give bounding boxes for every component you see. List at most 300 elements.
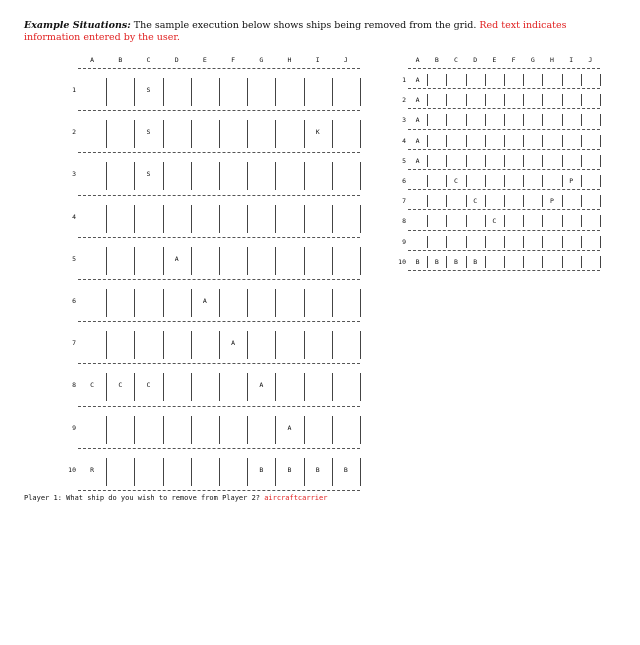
cell-separator bbox=[219, 373, 220, 401]
grid-cell-marker: C bbox=[473, 197, 478, 206]
grid-cell-marker: A bbox=[287, 423, 292, 432]
cell-separator bbox=[219, 458, 220, 486]
row-label: 8 bbox=[72, 381, 76, 390]
cell-separator bbox=[446, 236, 447, 248]
cell-separator bbox=[304, 458, 305, 486]
cell-separator bbox=[304, 289, 305, 317]
cell-separator bbox=[446, 195, 447, 207]
cell-separator bbox=[163, 331, 164, 359]
cell-separator bbox=[504, 74, 505, 86]
cell-separator bbox=[446, 74, 447, 86]
column-header: C bbox=[454, 56, 458, 64]
column-header: I bbox=[569, 56, 574, 64]
cell-separator bbox=[581, 114, 582, 126]
cell-separator bbox=[427, 74, 428, 86]
grid-cell-marker: K bbox=[315, 128, 320, 137]
cell-separator bbox=[446, 114, 447, 126]
cell-separator bbox=[562, 195, 563, 207]
grid-cell-marker: P bbox=[569, 177, 574, 185]
cell-separator bbox=[106, 162, 107, 190]
cell-separator bbox=[163, 205, 164, 233]
cell-separator bbox=[562, 155, 563, 167]
cell-separator bbox=[562, 114, 563, 126]
grid-divider bbox=[78, 490, 360, 491]
cell-separator bbox=[247, 416, 248, 444]
cell-separator bbox=[562, 236, 563, 248]
intro-red-note: Red text indicates information entered by the user. bbox=[24, 20, 567, 43]
cell-separator bbox=[191, 162, 192, 190]
cell-separator bbox=[427, 155, 428, 167]
row-label: 10 bbox=[398, 257, 406, 266]
cell-separator bbox=[542, 114, 543, 126]
cell-separator bbox=[304, 162, 305, 190]
grid-divider bbox=[78, 237, 360, 238]
grid-cell-marker: B bbox=[415, 257, 420, 266]
cell-separator bbox=[562, 175, 563, 187]
cell-separator bbox=[581, 195, 582, 207]
column-header: B bbox=[434, 56, 439, 64]
cell-separator bbox=[191, 78, 192, 106]
cell-separator bbox=[466, 215, 467, 227]
grid-divider bbox=[78, 110, 360, 111]
cell-separator bbox=[191, 373, 192, 401]
cell-separator bbox=[581, 74, 582, 86]
cell-separator bbox=[134, 120, 135, 148]
cell-separator bbox=[485, 94, 486, 106]
column-header: F bbox=[511, 56, 516, 64]
cell-separator bbox=[504, 114, 505, 126]
cell-separator bbox=[106, 331, 107, 359]
cell-separator bbox=[600, 215, 601, 227]
cell-separator bbox=[247, 205, 248, 233]
grid-cell-marker: C bbox=[90, 381, 95, 390]
row-label: 9 bbox=[72, 423, 76, 432]
cell-separator bbox=[106, 247, 107, 275]
cell-separator bbox=[275, 373, 276, 401]
cell-separator bbox=[485, 256, 486, 268]
row-label: 6 bbox=[72, 297, 76, 305]
cell-separator bbox=[466, 135, 467, 147]
column-header: J bbox=[343, 56, 348, 64]
cell-separator bbox=[523, 74, 524, 86]
column-header: D bbox=[473, 56, 478, 64]
grid-divider bbox=[408, 108, 600, 109]
cell-separator bbox=[163, 120, 164, 148]
grid-divider bbox=[408, 88, 600, 89]
cell-separator bbox=[504, 215, 505, 227]
cell-separator bbox=[106, 289, 107, 317]
cell-separator bbox=[163, 289, 164, 317]
cell-separator bbox=[134, 458, 135, 486]
cell-separator bbox=[485, 195, 486, 207]
cell-separator bbox=[562, 256, 563, 268]
grid-divider bbox=[408, 250, 600, 251]
cell-separator bbox=[332, 247, 333, 275]
cell-separator bbox=[466, 175, 467, 187]
grid-divider bbox=[78, 363, 360, 364]
cell-separator bbox=[106, 373, 107, 401]
cell-separator bbox=[304, 247, 305, 275]
cell-separator bbox=[504, 175, 505, 187]
grid-cell-marker: P bbox=[550, 197, 554, 206]
column-header: I bbox=[315, 56, 320, 64]
cell-separator bbox=[163, 416, 164, 444]
cell-separator bbox=[134, 416, 135, 444]
cell-separator bbox=[360, 247, 361, 275]
grid-divider bbox=[408, 209, 600, 210]
cell-separator bbox=[542, 195, 543, 207]
cell-separator bbox=[134, 78, 135, 106]
cell-separator bbox=[427, 135, 428, 147]
cell-separator bbox=[446, 94, 447, 106]
cell-separator bbox=[427, 256, 428, 268]
cell-separator bbox=[446, 175, 447, 187]
cell-separator bbox=[600, 256, 601, 268]
cell-separator bbox=[542, 155, 543, 167]
grid-cell-marker: B bbox=[343, 465, 348, 474]
cell-separator bbox=[219, 247, 220, 275]
cell-separator bbox=[247, 78, 248, 106]
cell-separator bbox=[247, 373, 248, 401]
cell-separator bbox=[360, 162, 361, 190]
grid-cell-marker: B bbox=[315, 465, 320, 474]
cell-separator bbox=[466, 256, 467, 268]
cell-separator bbox=[523, 155, 524, 167]
cell-separator bbox=[504, 135, 505, 147]
cell-separator bbox=[163, 458, 164, 486]
row-label: 5 bbox=[72, 254, 76, 263]
cell-separator bbox=[106, 205, 107, 233]
cell-separator bbox=[427, 195, 428, 207]
cell-separator bbox=[304, 416, 305, 444]
cell-separator bbox=[247, 331, 248, 359]
grid-divider bbox=[408, 189, 600, 190]
cell-separator bbox=[275, 205, 276, 233]
cell-separator bbox=[332, 289, 333, 317]
grid-cell-marker: S bbox=[146, 170, 151, 179]
cell-separator bbox=[600, 236, 601, 248]
grid-divider bbox=[408, 270, 600, 271]
cell-separator bbox=[466, 94, 467, 106]
cell-separator bbox=[542, 74, 543, 86]
intro-text: The sample execution below shows ships being removed from the grid. bbox=[130, 20, 480, 31]
cell-separator bbox=[191, 120, 192, 148]
cell-separator bbox=[542, 215, 543, 227]
cell-separator bbox=[106, 120, 107, 148]
grid-cell-marker: A bbox=[415, 156, 420, 165]
cell-separator bbox=[360, 458, 361, 486]
grid-cell-marker: B bbox=[473, 257, 478, 266]
grid-divider bbox=[78, 195, 360, 196]
cell-separator bbox=[485, 114, 486, 126]
cell-separator bbox=[427, 215, 428, 227]
cell-separator bbox=[542, 175, 543, 187]
row-label: 1 bbox=[72, 86, 76, 94]
grid-cell-marker: B bbox=[434, 257, 439, 266]
grid-cell-marker: A bbox=[202, 297, 207, 305]
grid-cell-marker: R bbox=[90, 465, 95, 474]
cell-separator bbox=[163, 247, 164, 275]
cell-separator bbox=[134, 331, 135, 359]
console-prompt bbox=[24, 494, 327, 502]
cell-separator bbox=[134, 205, 135, 233]
cell-separator bbox=[523, 195, 524, 207]
column-header: H bbox=[287, 56, 292, 64]
grid-divider bbox=[78, 406, 360, 407]
cell-separator bbox=[304, 331, 305, 359]
column-header: E bbox=[492, 56, 497, 64]
cell-separator bbox=[275, 331, 276, 359]
cell-separator bbox=[191, 289, 192, 317]
cell-separator bbox=[134, 289, 135, 317]
row-label: 4 bbox=[402, 136, 406, 145]
cell-separator bbox=[562, 74, 563, 86]
cell-separator bbox=[427, 114, 428, 126]
row-label: 6 bbox=[402, 177, 406, 185]
cell-separator bbox=[163, 78, 164, 106]
cell-separator bbox=[600, 74, 601, 86]
cell-separator bbox=[446, 256, 447, 268]
cell-separator bbox=[466, 114, 467, 126]
cell-separator bbox=[191, 416, 192, 444]
grid-divider bbox=[78, 448, 360, 449]
cell-separator bbox=[485, 236, 486, 248]
cell-separator bbox=[134, 373, 135, 401]
cell-separator bbox=[134, 247, 135, 275]
cell-separator bbox=[562, 135, 563, 147]
cell-separator bbox=[542, 135, 543, 147]
cell-separator bbox=[332, 373, 333, 401]
grid-divider bbox=[408, 149, 600, 150]
cell-separator bbox=[600, 155, 601, 167]
cell-separator bbox=[247, 289, 248, 317]
column-header: H bbox=[550, 56, 554, 64]
cell-separator bbox=[485, 155, 486, 167]
cell-separator bbox=[163, 162, 164, 190]
grid-divider bbox=[78, 68, 360, 69]
column-header: G bbox=[530, 56, 535, 64]
cell-separator bbox=[446, 155, 447, 167]
cell-separator bbox=[581, 94, 582, 106]
grid-cell-marker: C bbox=[118, 381, 123, 390]
grid-cell-marker: S bbox=[146, 128, 151, 137]
cell-separator bbox=[485, 74, 486, 86]
cell-separator bbox=[275, 162, 276, 190]
cell-separator bbox=[581, 175, 582, 187]
cell-separator bbox=[562, 94, 563, 106]
cell-separator bbox=[504, 256, 505, 268]
cell-separator bbox=[542, 236, 543, 248]
row-label: 10 bbox=[68, 465, 76, 474]
cell-separator bbox=[332, 331, 333, 359]
grid-divider bbox=[408, 68, 600, 69]
cell-separator bbox=[523, 135, 524, 147]
grid-divider bbox=[78, 279, 360, 280]
cell-separator bbox=[581, 236, 582, 248]
column-header: F bbox=[231, 56, 236, 64]
cell-separator bbox=[600, 94, 601, 106]
cell-separator bbox=[275, 458, 276, 486]
grid-cell-marker: C bbox=[146, 381, 151, 390]
grid-cell-marker: B bbox=[259, 465, 264, 474]
grid-cell-marker: B bbox=[454, 257, 458, 266]
cell-separator bbox=[134, 162, 135, 190]
cell-separator bbox=[332, 458, 333, 486]
column-header: C bbox=[146, 56, 151, 64]
cell-separator bbox=[446, 215, 447, 227]
cell-separator bbox=[332, 120, 333, 148]
cell-separator bbox=[523, 215, 524, 227]
row-label: 2 bbox=[402, 96, 406, 105]
cell-separator bbox=[332, 416, 333, 444]
cell-separator bbox=[332, 78, 333, 106]
grid-divider bbox=[408, 230, 600, 231]
cell-separator bbox=[360, 416, 361, 444]
cell-separator bbox=[523, 175, 524, 187]
grid-cell-marker: A bbox=[415, 96, 420, 105]
grid-divider bbox=[78, 152, 360, 153]
cell-separator bbox=[219, 205, 220, 233]
cell-separator bbox=[523, 114, 524, 126]
cell-separator bbox=[106, 458, 107, 486]
grid-cell-marker: A bbox=[231, 339, 236, 348]
row-label: 8 bbox=[402, 217, 406, 226]
cell-separator bbox=[304, 120, 305, 148]
row-label: 7 bbox=[72, 339, 76, 348]
cell-separator bbox=[219, 120, 220, 148]
row-label: 9 bbox=[402, 237, 406, 246]
cell-separator bbox=[247, 458, 248, 486]
cell-separator bbox=[600, 135, 601, 147]
cell-separator bbox=[163, 373, 164, 401]
cell-separator bbox=[542, 94, 543, 106]
cell-separator bbox=[427, 175, 428, 187]
cell-separator bbox=[360, 289, 361, 317]
grid-cell-marker: A bbox=[415, 136, 420, 145]
cell-separator bbox=[523, 94, 524, 106]
intro-paragraph bbox=[24, 20, 624, 44]
cell-separator bbox=[427, 236, 428, 248]
cell-separator bbox=[275, 78, 276, 106]
cell-separator bbox=[219, 289, 220, 317]
cell-separator bbox=[523, 236, 524, 248]
cell-separator bbox=[446, 135, 447, 147]
cell-separator bbox=[360, 331, 361, 359]
cell-separator bbox=[581, 135, 582, 147]
cell-separator bbox=[360, 373, 361, 401]
grid-divider bbox=[408, 169, 600, 170]
cell-separator bbox=[219, 162, 220, 190]
cell-separator bbox=[332, 205, 333, 233]
cell-separator bbox=[485, 215, 486, 227]
cell-separator bbox=[360, 78, 361, 106]
row-label: 3 bbox=[72, 170, 76, 179]
grid-cell-marker: C bbox=[492, 217, 497, 226]
intro-title: Example Situations: bbox=[24, 20, 131, 31]
cell-separator bbox=[106, 416, 107, 444]
grid-cell-marker: S bbox=[146, 86, 151, 94]
cell-separator bbox=[542, 256, 543, 268]
column-header: E bbox=[202, 56, 207, 64]
cell-separator bbox=[504, 195, 505, 207]
cell-separator bbox=[360, 120, 361, 148]
cell-separator bbox=[581, 155, 582, 167]
cell-separator bbox=[191, 247, 192, 275]
grid-cell-marker: A bbox=[259, 381, 264, 390]
grid-cell-marker: A bbox=[174, 254, 179, 263]
cell-separator bbox=[247, 247, 248, 275]
cell-separator bbox=[191, 205, 192, 233]
row-label: 5 bbox=[402, 156, 406, 165]
cell-separator bbox=[191, 331, 192, 359]
cell-separator bbox=[427, 94, 428, 106]
cell-separator bbox=[219, 78, 220, 106]
cell-separator bbox=[504, 236, 505, 248]
cell-separator bbox=[466, 155, 467, 167]
cell-separator bbox=[304, 78, 305, 106]
cell-separator bbox=[247, 120, 248, 148]
cell-separator bbox=[275, 416, 276, 444]
cell-separator bbox=[466, 74, 467, 86]
cell-separator bbox=[247, 162, 248, 190]
cell-separator bbox=[106, 78, 107, 106]
cell-separator bbox=[219, 416, 220, 444]
cell-separator bbox=[504, 94, 505, 106]
column-header: A bbox=[415, 56, 420, 64]
row-label: 4 bbox=[72, 212, 76, 221]
column-header: B bbox=[118, 56, 123, 64]
cell-separator bbox=[466, 195, 467, 207]
prompt-question: Player 1: What ship do you wish to remove from Player 2? bbox=[24, 494, 265, 502]
cell-separator bbox=[219, 331, 220, 359]
cell-separator bbox=[275, 247, 276, 275]
cell-separator bbox=[504, 155, 505, 167]
cell-separator bbox=[275, 289, 276, 317]
cell-separator bbox=[360, 205, 361, 233]
cell-separator bbox=[581, 256, 582, 268]
cell-separator bbox=[485, 135, 486, 147]
cell-separator bbox=[466, 236, 467, 248]
cell-separator bbox=[600, 114, 601, 126]
row-label: 2 bbox=[72, 128, 76, 137]
row-label: 1 bbox=[402, 76, 406, 84]
row-label: 3 bbox=[402, 116, 406, 125]
cell-separator bbox=[600, 195, 601, 207]
column-header: D bbox=[174, 56, 179, 64]
grid-cell-marker: C bbox=[454, 177, 458, 185]
cell-separator bbox=[304, 205, 305, 233]
grid-cell-marker: B bbox=[287, 465, 292, 474]
cell-separator bbox=[275, 120, 276, 148]
cell-separator bbox=[600, 175, 601, 187]
grid-divider bbox=[408, 129, 600, 130]
cell-separator bbox=[523, 256, 524, 268]
grid-cell-marker: A bbox=[415, 116, 420, 125]
cell-separator bbox=[485, 175, 486, 187]
grid-divider bbox=[78, 321, 360, 322]
cell-separator bbox=[581, 215, 582, 227]
grid-cell-marker: A bbox=[415, 76, 420, 84]
cell-separator bbox=[562, 215, 563, 227]
column-header: J bbox=[588, 56, 593, 64]
cell-separator bbox=[304, 373, 305, 401]
prompt-answer: aircraftcarrier bbox=[264, 494, 328, 502]
cell-separator bbox=[332, 162, 333, 190]
cell-separator bbox=[191, 458, 192, 486]
column-header: A bbox=[90, 56, 95, 64]
column-header: G bbox=[259, 56, 264, 64]
row-label: 7 bbox=[402, 197, 406, 206]
